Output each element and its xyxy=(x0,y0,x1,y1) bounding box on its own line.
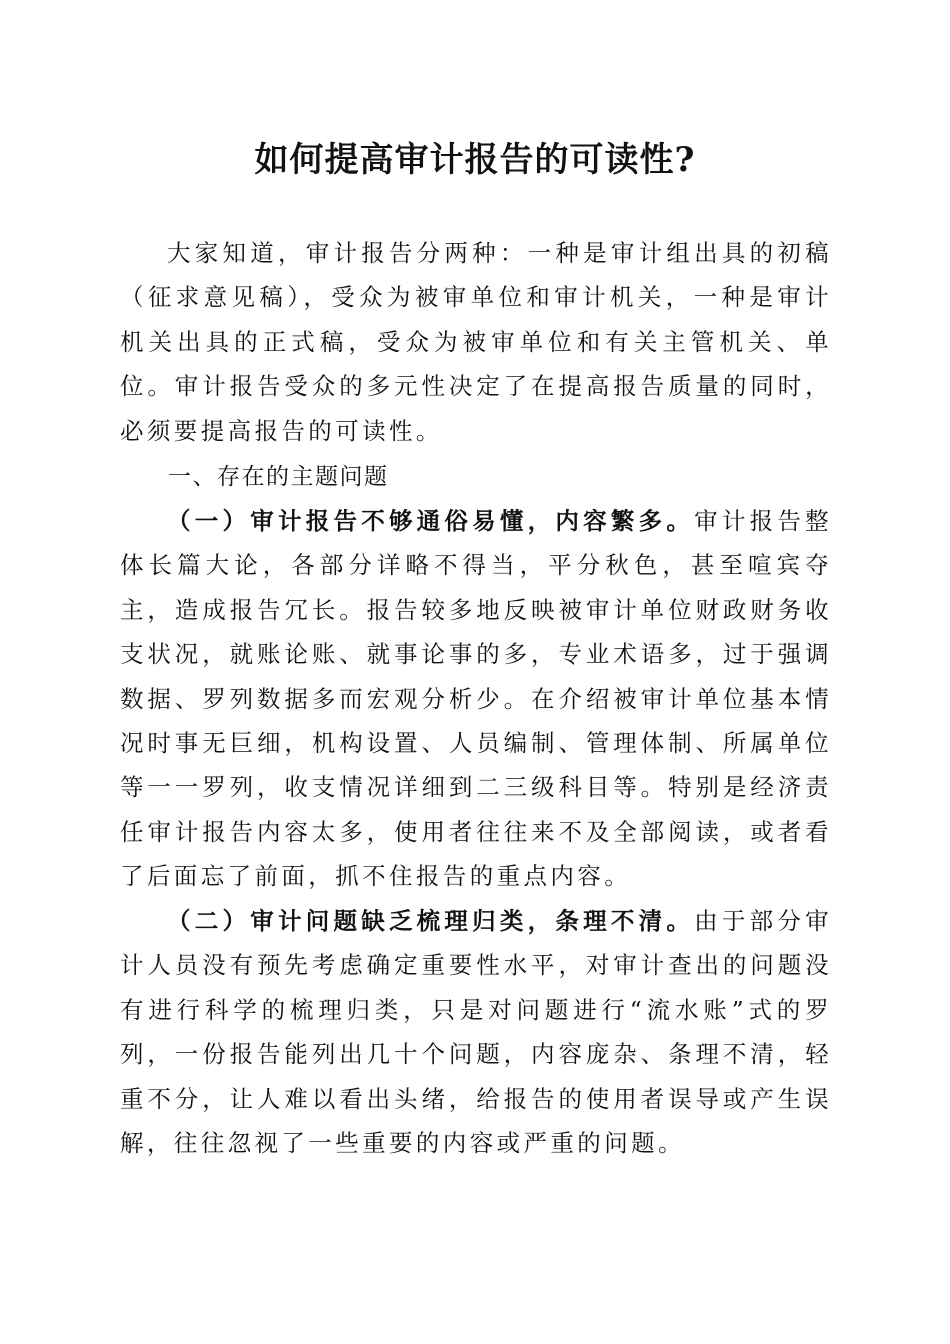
intro-paragraph: 大家知道，审计报告分两种：一种是审计组出具的初稿（征求意见稿），受众为被审单位和审计机关，一种是审计机关出具的正式稿，受众为被审单位和有关主管机关、单位。审计报告受众的多元性决定了在提高报告质量的同时，必须要提高报告的可读性。 xyxy=(120,239,832,445)
paragraph-item-2 xyxy=(120,899,832,1165)
paragraph-item-1 xyxy=(120,499,832,899)
item-1-lead: （一）审计报告不够通俗易懂，内容繁多。 xyxy=(167,507,695,535)
item-2-text: 由于部分审计人员没有预先考虑确定重要性水平，对审计查出的问题没有进行科学的梳理归类，只是对问题进行“流水账”式的罗列，一份报告能列出几十个问题，内容庞杂、条理不清，轻重不分，让人难以看出头绪，给报告的使用者误导或产生误解，往往忽视了一些重要的内容或严重的问题。 xyxy=(120,907,832,1158)
document-title: 如何提高审计报告的可读性? xyxy=(254,140,696,180)
item-1-text: 审计报告整体长篇大论，各部分详略不得当，平分秋色，甚至喧宾夺主，造成报告冗长。报告较多地反映被审计单位财政财务收支状况，就账论账、就事论事的多，专业术语多，过于强调数据、罗列数据多而宏观分析少。在介绍被审计单位基本情况时事无巨细，机构设置、人员编制、管理体制、所属单位等一一罗列，收支情况详细到二三级科目等。特别是经济责任审计报告内容太多，使用者往往来不及全部阅读，或者看了后面忘了前面，抓不住报告的重点内容。 xyxy=(120,507,832,891)
section-heading: 一、存在的主题问题 xyxy=(168,464,389,490)
item-2-lead: （二）审计问题缺乏梳理归类，条理不清。 xyxy=(167,907,695,935)
